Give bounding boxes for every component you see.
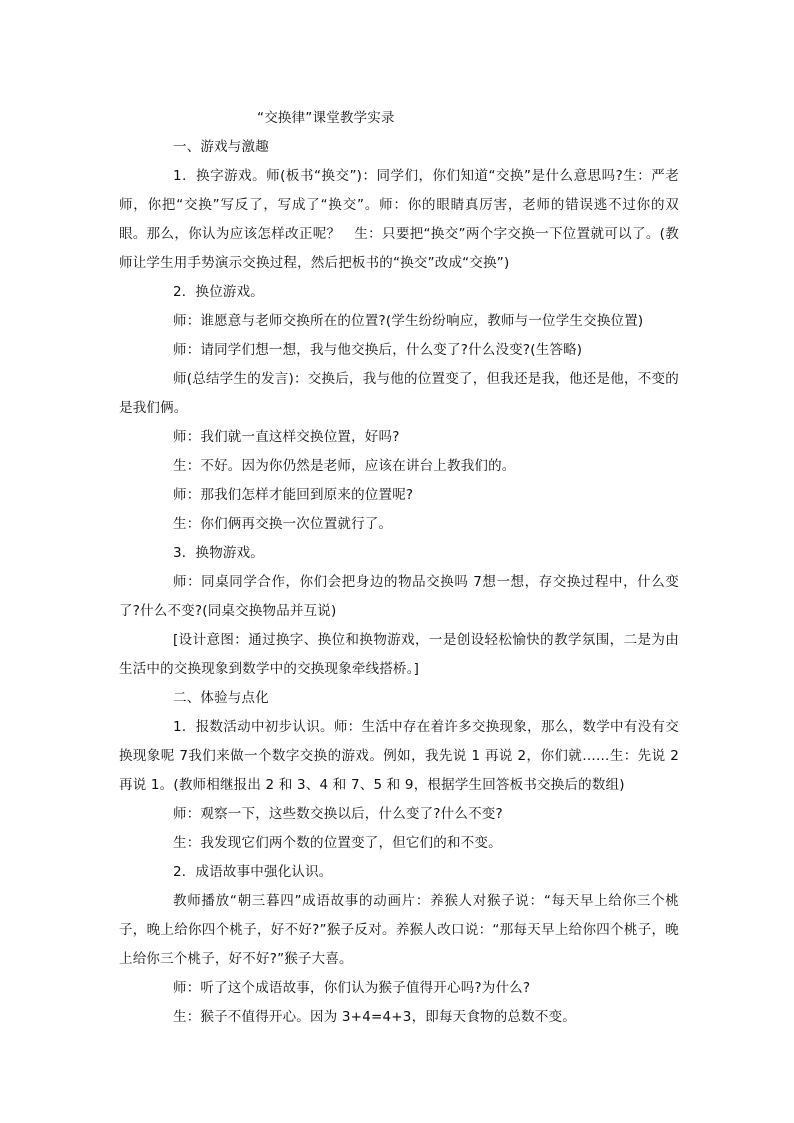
subsection-heading: 2．成语故事中强化认识。 <box>173 864 333 880</box>
paragraph: 师：同桌同学合作，你们会把身边的物品交换吗 7想一想，存交换过程中，什么变了?什么不变?(同桌交换物品并互说) <box>119 574 679 619</box>
subsection-heading: 2．换位游戏。 <box>173 284 264 300</box>
paragraph: 1．换字游戏。师(板书“换交”)：同学们，你们知道“交换”是什么意思吗?生：严老师，你把“交换”写反了，写成了“换交”。师：你的眼睛真厉害，老师的错误逃不过你的双眼。那么，你认为应该怎样改正呢？ 生：只要把“换交”两个字交换一下位置就可以了。(教师让学生用手势演示交换过程，然后把板书的“换交”改成“交换”) <box>119 168 679 271</box>
paragraph: 生：你们俩再交换一次位置就行了。 <box>173 516 393 532</box>
paragraph: 师：那我们怎样才能回到原来的位置呢? <box>173 487 414 503</box>
paragraph: 生：我发现它们两个数的位置变了，但它们的和不变。 <box>173 835 502 851</box>
design-intent-note: [设计意图：通过换字、换位和换物游戏，一是创设轻松愉快的教学氛围，二是为由生活中的交换现象到数学中的交换现象牵线搭桥。] <box>119 632 679 677</box>
paragraph: 生：不好。因为你仍然是老师，应该在讲台上教我们的。 <box>173 458 516 474</box>
paragraph: 师：听了这个成语故事，你们认为猴子值得开心吗?为什么? <box>173 980 531 996</box>
paragraph: 教师播放“朝三暮四”成语故事的动画片：养猴人对猴子说：“每天早上给你三个桃子，晚上给你四个桃子，好不好?”猴子反对。养猴人改口说：“那每天早上给你四个桃子，晚上给你三个桃子，好不好?”猴子大喜。 <box>119 893 679 967</box>
paragraph: 生：猴子不值得开心。因为 3+4=4+3，即每天食物的总数不变。 <box>173 1009 576 1025</box>
paragraph: 师：我们就一直这样交换位置，好吗? <box>173 429 400 445</box>
section-heading-2: 二、体验与点化 <box>173 690 269 706</box>
paragraph: 1．报数活动中初步认识。师：生活中存在着许多交换现象，那么，数学中有没有交换现象呢 7我们来做一个数字交换的游戏。例如，我先说 1 再说 2，你们就……生：先说 2 再说 1。(教师相继报出 2 和 3、4 和 7、5 和 9，根据学生回答板书交换后的数组) <box>119 719 679 793</box>
subsection-heading: 3．换物游戏。 <box>173 545 264 561</box>
paragraph: 师：观察一下，这些数交换以后，什么变了?什么不变? <box>173 806 503 822</box>
paragraph: 师(总结学生的发言)：交换后，我与他的位置变了，但我还是我，他还是他，不变的是我们俩。 <box>119 371 679 416</box>
paragraph: 师：请同学们想一想，我与他交换后，什么变了?什么没变?(生答略) <box>173 342 583 358</box>
paragraph: 师：谁愿意与老师交换所在的位置?(学生纷纷响应，教师与一位学生交换位置) <box>173 313 644 329</box>
document-title: “交换律”课堂教学实录 <box>257 110 395 126</box>
section-heading-1: 一、游戏与激趣 <box>173 139 269 155</box>
document-body <box>119 104 679 1032</box>
